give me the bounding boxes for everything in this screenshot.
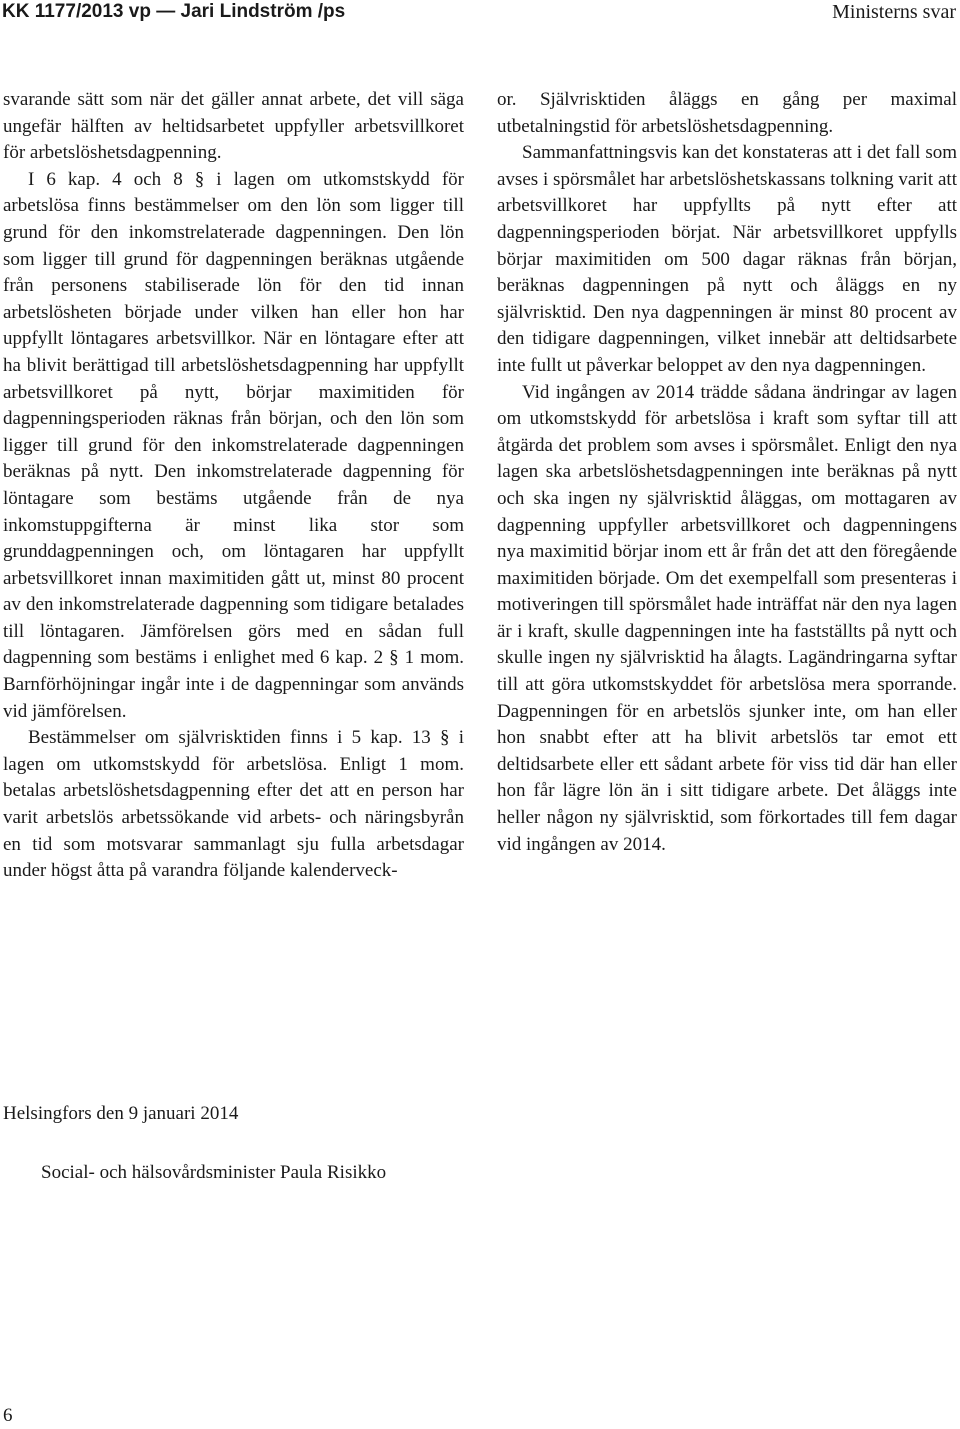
paragraph: Vid ingången av 2014 trädde sådana ändringar av lagen om utkomstskydd för arbetslösa i kraft som syftar till att åtgärda det problem som avses i spörsmålet. Enligt den nya lagen ska arbetslöshetsdagpenningen inte beräknas på nytt och ska ingen ny självrisktid åläggas, om mottagaren av dagpenning uppfyller arbetsvillkoret och dagpenningens nya maximitid börjar inom ett år från det att den föregående maximitiden började. Om det exempelfall som presenteras i motiveringen till spörsmålet hade inträffat när den nya lagen är i kraft, skulle dagpenningen inte ha fastställts på nytt och skulle ingen ny självrisktid ha ålagts. Lagändringarna syftar till att göra utkomstskyddet för arbetslösa mera sporrande. Dagpenningen för en arbetslös sjunker inte, om han eller hon snabbt efter att ha blivit arbetslös tar emot ett deltidsarbete eller ett sådant arbete för viss tid där han eller hon får lägre lön än i sitt tidigare arbete. Det åläggs inte heller någon ny självrisktid, som förkortades till fem dagar vid ingången av 2014. — [497, 381, 957, 855]
paragraph: or. Självrisktiden åläggs en gång per maximal utbetalningstid för arbetslöshetsdagpenning. — [497, 89, 957, 137]
document-reference: KK 1177/2013 vp — Jari Lindström /ps — [2, 1, 346, 22]
paragraph: svarande sätt som när det gäller annat arbete, det vill säga ungefär hälften av heltidsarbetet uppfyller arbetsvillkoret för arbetslöshetsdagpenning. — [3, 89, 464, 164]
paragraph: Bestämmelser om självrisktiden finns i 5 kap. 13 § i lagen om utkomstskydd för arbetslösa. Enligt 1 mom. betalas arbetslöshetsdagpenning efter det att en person har varit arbetslös arbetssökande vid arbets- och näringsbyrån en tid som motsvarar sammanlagt sju fulla arbetsdagar under högst åtta på varandra följande kalenderveck- — [3, 727, 464, 882]
paragraph: Sammanfattningsvis kan det konstateras att i det fall som avses i spörsmålet har arbetslöshetskassans tolkning varit att arbetsvillkoret har uppfyllts på nytt efter att dagpenningsperioden börjat. När arbetsvillkoret uppfylls börjar maximitiden om 500 dagar räknas från början, beräknas dagpenningen på nytt och åläggs en ny självrisktid. Den nya dagpenningen är minst 80 procent av den tidigare dagpenningen, vilket innebär att deltidsarbete inte fullt ut påverkar beloppet av den nya dagpenningen. — [497, 142, 957, 376]
section-title: Ministerns svar — [832, 1, 956, 23]
page-number: 6 — [3, 1405, 13, 1426]
signature-place-date: Helsingfors den 9 januari 2014 — [3, 1103, 239, 1124]
right-column — [497, 87, 957, 858]
left-column — [3, 87, 464, 885]
signature-minister: Social- och hälsovårdsminister Paula Risikko — [41, 1162, 387, 1183]
paragraph: I 6 kap. 4 och 8 § i lagen om utkomstskydd för arbetslösa finns bestämmelser om den lön som ligger till grund för den inkomstrelaterade dagpenningen. Den lön som ligger till grund för dagpenningen beräknas utgående från personens stabiliserade lön för den tid innan arbetslösheten började under vilken han eller hon har uppfyllt löntagares arbetsvillkor. När en löntagare efter att ha blivit berättigad till arbetslöshetsdagpenning har uppfyllt arbetsvillkoret på nytt, börjar maximitiden för dagpenningsperioden räknas från början, och den lön som ligger till grund för den inkomstrelaterade dagpenningen beräknas på nytt. Den inkomstrelaterade dagpenning för löntagare som bestäms utgående från de nya inkomstuppgifterna är minst lika stor som grunddagpenningen och, om löntagaren har uppfyllt arbetsvillkoret innan maximitiden gått ut, minst 80 procent av den inkomstrelaterade dagpenning som tidigare betalades till löntagaren. Jämförelsen görs med en sådan full dagpenning som bestäms i enlighet med 6 kap. 2 § 1 mom. Barnförhöjningar ingår inte i de dagpenningar som används vid jämförelsen. — [3, 168, 464, 722]
page-header — [0, 0, 960, 26]
